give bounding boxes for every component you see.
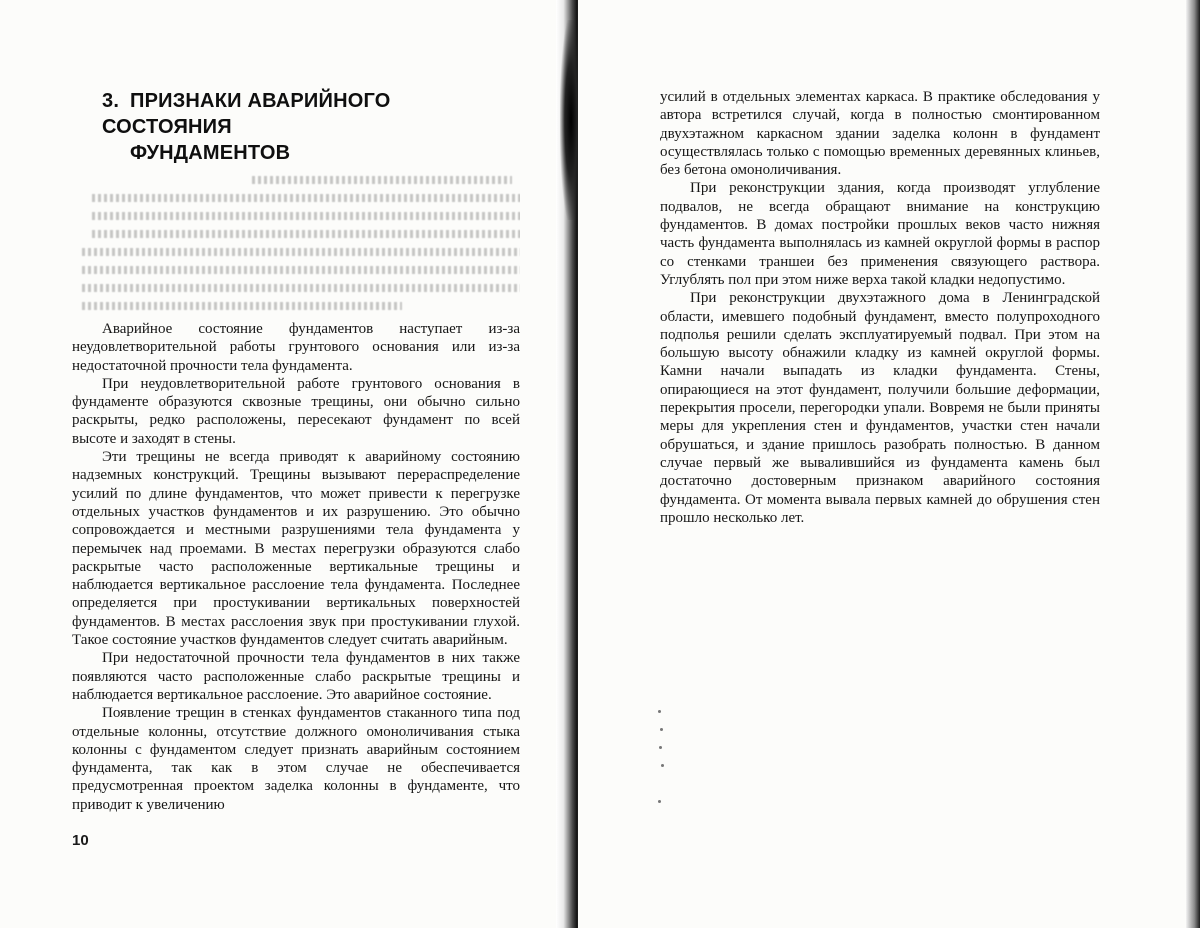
paragraph: При реконструкции двухэтажного дома в Ленинградской области, имевшего подобный фундамент, вместо полупроходного подполья решили сделать эксплуатируемый подвал. При этом на большую высоту обнажили кладку из камней округлой формы. Камни начали выпадать из кладки фундамента. Стены, опирающиеся на этот фундамент, получили большие деформации, перекрытия просели, перегородки упали. Вовремя не были приняты меры для укрепления стен и фундаментов, участки стен начали обрушаться, и здание пришлось разобрать полностью. В данном случае первый же вывалившийся из фундамента камень был достаточно достоверным признаком аварийного состояния фундамента. От момента вывала первых камней до обрушения стен прошло несколько лет.	[660, 290, 1100, 526]
page-edge-shadow	[1186, 0, 1200, 928]
left-page	[0, 0, 560, 928]
speck	[658, 800, 661, 803]
paragraph: Аварийное состояние фундаментов наступает из-за неудовлетворительной работы грунтового основания или из-за недостаточной прочности тела фундамента.	[72, 321, 520, 374]
chapter-title	[102, 88, 520, 166]
bleed-line	[82, 248, 520, 256]
bleed-line	[92, 230, 520, 238]
chapter-title-line2: ФУНДАМЕНТОВ	[130, 142, 291, 164]
right-page-text-column	[660, 88, 1100, 527]
paragraph: Эти трещины не всегда приводят к аварийному состоянию надземных конструкций. Трещины вызывают перераспределение усилий по длине фундаментов, что может привести к перегрузке отдельных участков фундаментов и их разрушению. Это обычно сопровождается и местными разрушениями тела фундамента у перемычек над проемами. В местах перегрузки образуются слабо раскрытые часто расположенные вертикальные трещины и наблюдается вертикальное расслоение тела фундамента. Последнее определяется при простукивании вертикальных поверхностей фундаментов. В местах расслоения звук при простукивании глухой. Такое состояние участков фундаментов следует считать аварийным.	[72, 449, 520, 649]
bleed-line	[82, 284, 520, 292]
chapter-number: 3.	[102, 90, 120, 112]
bleed-line	[82, 266, 520, 274]
speck	[661, 764, 664, 767]
paragraph: Появление трещин в стенках фундаментов стаканного типа под отдельные колонны, отсутствие должного омоноличивания стыка колонны с фундаментом следует признать аварийным состоянием фундамента, так как в этом случае не обеспечивается предусмотренная проектом заделка колонны в фундаменте, что приводит к увеличению	[72, 705, 520, 813]
page-number: 10	[72, 832, 89, 849]
speck	[660, 728, 663, 731]
chapter-title-line1: ПРИЗНАКИ АВАРИЙНОГО СОСТОЯНИЯ	[102, 90, 391, 138]
bleed-through-text-area	[72, 170, 520, 320]
left-page-text-column	[72, 88, 520, 814]
scan-specks	[650, 700, 670, 820]
bleed-line	[82, 302, 402, 310]
bleed-line	[92, 212, 520, 220]
paragraph: При недостаточной прочности тела фундаментов в них также появляются часто расположенные слабо раскрытые трещины и наблюдается вертикальное расслоение. Это аварийное состояние.	[72, 650, 520, 703]
speck	[658, 710, 661, 713]
bleed-line	[252, 176, 512, 184]
paragraph: При реконструкции здания, когда производят углубление подвалов, не всегда обращают внимание на конструкцию фундаментов. В домах постройки прошлых веков часто нижняя часть фундамента выполнялась из камней округлой формы в распор со стенками траншеи без применения связующего раствора. Углублять пол при этом ниже верха такой кладки недопустимо.	[660, 180, 1100, 288]
bleed-line	[92, 194, 520, 202]
paragraph: усилий в отдельных элементах каркаса. В практике обследования у автора встретился случай, когда в полностью смонтированном двухэтажном каркасном здании заделка колонн в фундамент осуществлялась только с помощью временных деревянных клиньев, без бетона омоноличивания.	[660, 89, 1100, 179]
paragraph: При неудовлетворительной работе грунтового основания в фундаменте образуются сквозные трещины, они обычно сильно раскрыты, редко расположены, пересекают фундамент по всей высоте и заходят в стены.	[72, 375, 520, 447]
speck	[659, 746, 662, 749]
